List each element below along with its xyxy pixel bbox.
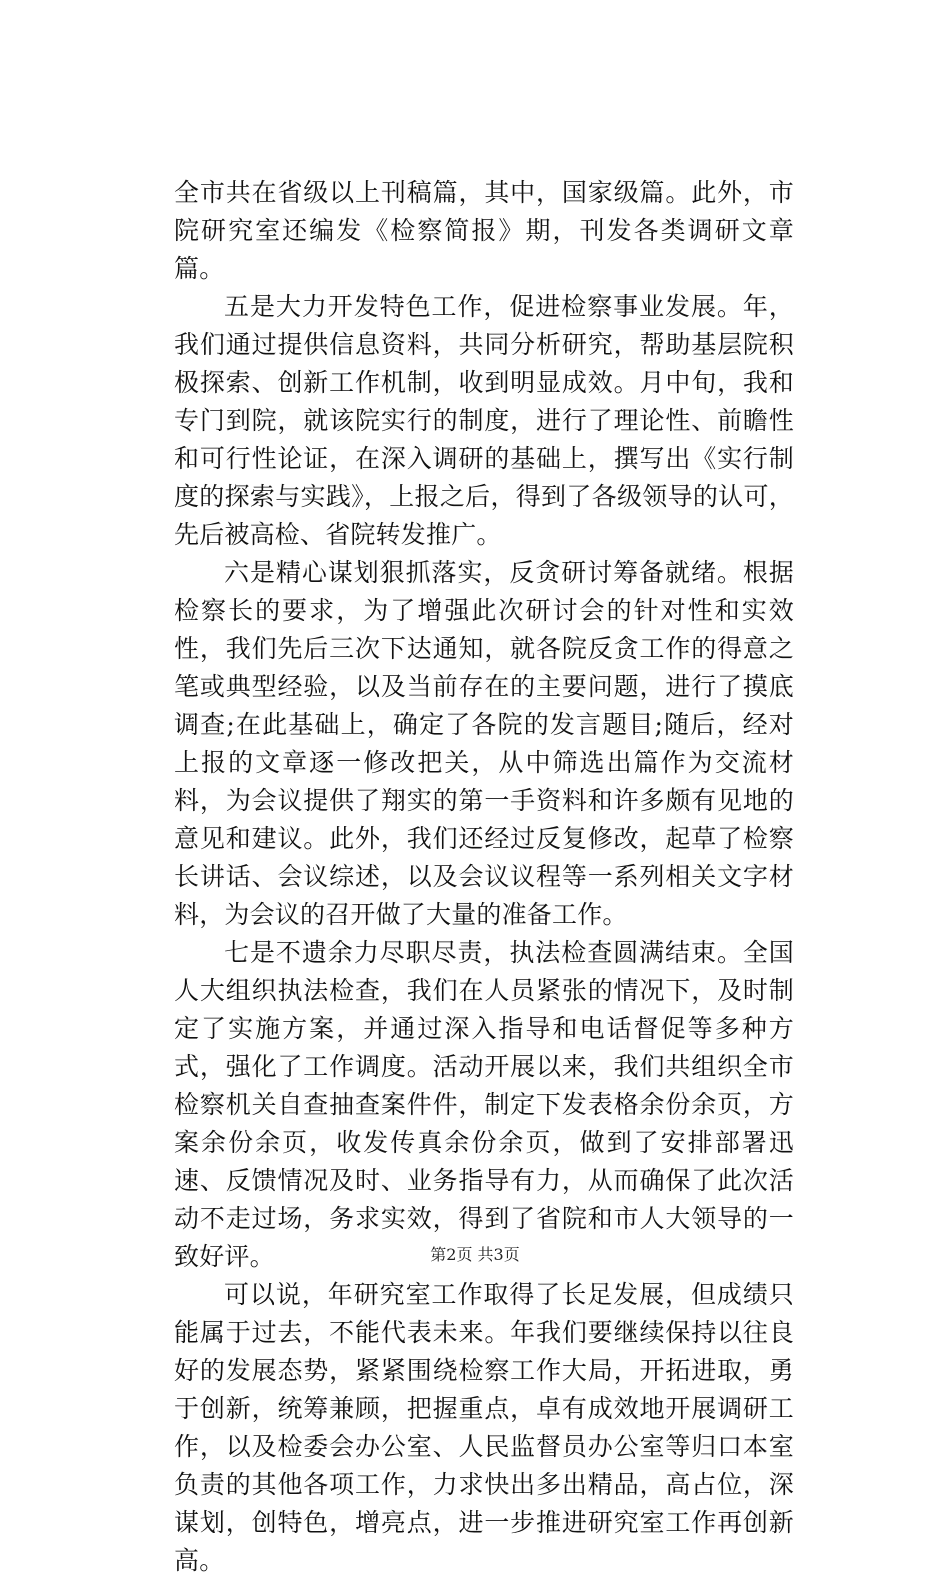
paragraph-item-seven: 七是不遗余力尽职尽责，执法检查圆满结束。全国人大组织执法检查，我们在人员紧张的情况下，及时制定了实施方案，并通过深入指导和电话督促等多种方式，强化了工作调度。活动开展以来，我们共组织全市检察机关自查抽查案件件，制定下发表格余份余页，方案余份余页，收发传真余份余页，做到了安排部署迅速、反馈情况及时、业务指导有力，从而确保了此次活动不走过场，务求实效，得到了省院和市人大领导的一致好评。 <box>174 938 794 1271</box>
document-body <box>174 174 794 1580</box>
page-number-footer: 第2页 共3页 <box>430 1245 520 1264</box>
paragraph-item-five: 五是大力开发特色工作，促进检察事业发展。年，我们通过提供信息资料，共同分析研究，帮助基层院积极探索、创新工作机制，收到明显成效。月中旬，我和专门到院，就该院实行的制度，进行了理论性、前瞻性和可行性论证，在深入调研的基础上，撰写出《实行制度的探索与实践》，上报之后，得到了各级领导的认可，先后被高检、省院转发推广。 <box>174 292 794 549</box>
paragraph-conclusion: 可以说，年研究室工作取得了长足发展，但成绩只能属于过去，不能代表未来。年我们要继续保持以往良好的发展态势，紧紧围绕检察工作大局，开拓进取，勇于创新，统筹兼顾，把握重点，卓有成效地开展调研工作，以及检委会办公室、人民监督员办公室等归口本室负责的其他各项工作，力求快出多出精品，高占位，深谋划，创特色，增亮点，进一步推进研究室工作再创新高。 <box>174 1280 794 1575</box>
paragraph-item-six: 六是精心谋划狠抓落实，反贪研讨筹备就绪。根据检察长的要求，为了增强此次研讨会的针对性和实效性，我们先后三次下达通知，就各院反贪工作的得意之笔或典型经验，以及当前存在的主要问题，进行了摸底调查;在此基础上，确定了各院的发言题目;随后，经对上报的文章逐一修改把关，从中筛选出篇作为交流材料，为会议提供了翔实的第一手资料和许多颇有见地的意见和建议。此外，我们还经过反复修改，起草了检察长讲话、会议综述，以及会议议程等一系列相关文字材料，为会议的召开做了大量的准备工作。 <box>174 558 794 929</box>
paragraph-continuation: 全市共在省级以上刊稿篇，其中，国家级篇。此外，市院研究室还编发《检察简报》期，刊发各类调研文章篇。 <box>174 178 794 283</box>
